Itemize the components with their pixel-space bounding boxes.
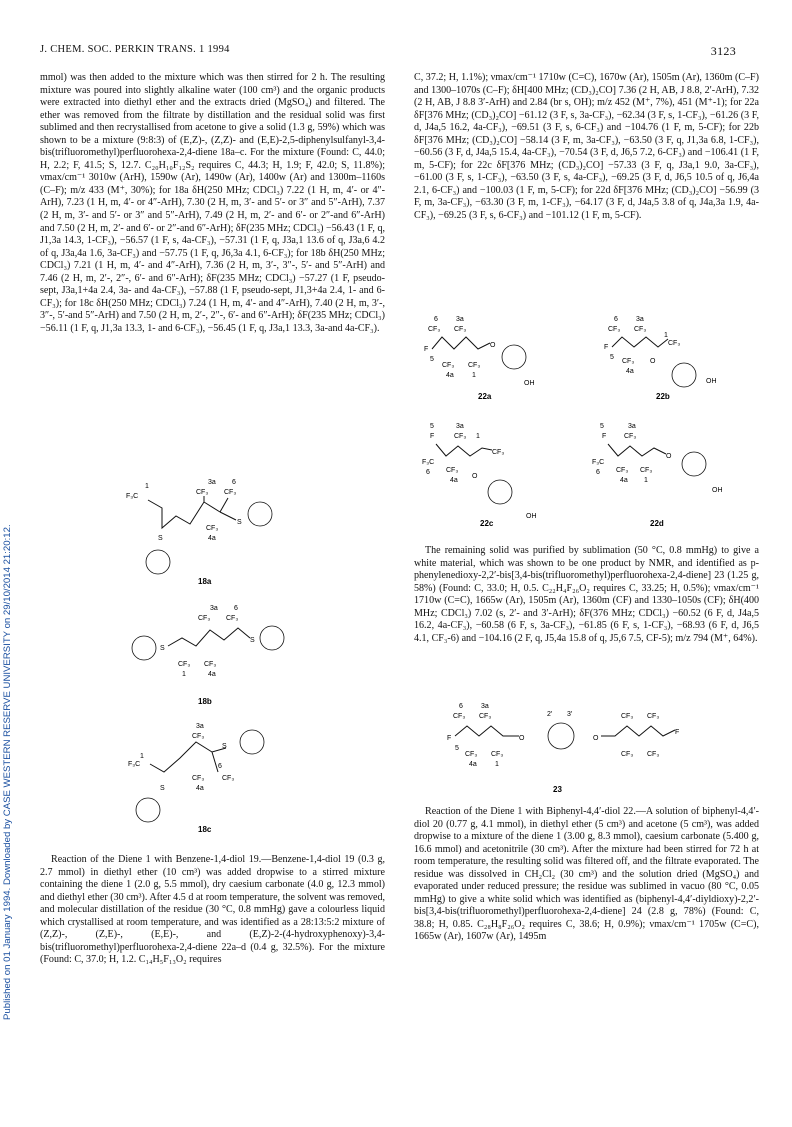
cf3-label: CF₃ (454, 326, 467, 333)
cf3-label: CF₃ (198, 615, 211, 622)
locant: 1 (644, 477, 648, 484)
experimental-paragraph: Reaction of the Diene 1 with Benzene-1,4-diol 19.—Benzene-1,4-diol 19 (0.3 g, 2.7 mmol) in diethyl ether (10 cm³) was added dropwise to a stirred mixture containing the diene 1 (2.0 g, 5.5 mmol), dry caesium carbonate (4.0 g, 12.3 mmol) and diethyl ether (30 cm³). After 4.5 d at room temperature, the solvent was removed, and molecular distillation of the residue (30 °C, 0.8 mmHg) gave a colourless liquid which crystallised at room temperature, and was identified as a 28:13:5:2 mixture of (Z,Z)-, (Z,E)-, (E,E)-, and (E,Z)-2-(4-hydroxyphenoxy)-3,4-bis(trifluoromethyl)perfluorohexa-2,4-diene 22a–d (0.4 g, 32.5%). For the mixture (Found: C, 37.0; H, 1.2. C₁₄H₅F₁₃O₂ requires (40, 854, 385, 966)
locant: 5 (430, 423, 434, 430)
bond (220, 498, 228, 512)
phenyl-ring (488, 480, 512, 504)
locant: 6 (426, 469, 430, 476)
locant: 6 (614, 316, 618, 323)
diene-chain (432, 337, 490, 349)
diene-chain (148, 500, 220, 528)
diene-chain (612, 337, 668, 347)
compound-label: 18a (198, 577, 212, 586)
locant: 4a (626, 368, 634, 375)
oxygen-label: O (519, 735, 525, 742)
locant: 6 (232, 479, 236, 486)
cf3-label: CF₃ (454, 433, 467, 440)
cf3-label: CF₃ (428, 326, 441, 333)
experimental-paragraph: mmol) was then added to the mixture which was then stirred for 2 h. The resulting mixture was poured into slightly alkaline water (100 cm³) and the organic products were extracted into diethyl ether and the extracts dried (MgSO₄) and filtered. The ether was removed from the filtrate by distillation and the residual solid was first sublimed and then recrystallised from acetone to give a solid (1.3 g, 59%) which was shown to be a mixture (9:8:3) of (E,Z)-, (Z,Z)- and (E,E)-2,5-diphenylsulfanyl-3,4-bis(trifluoromethyl)perfluorohexa-2,4-diene 18a–c. For the mixture (Found: C, 44.0; H, 2.2; F, 41.5; S, 12.7. C₂₀H₁₀F₁₂S₂ requires C, 44.3; H, 1.9; F, 42.0; S, 11.8%); νmax/cm⁻¹ 3010w (ArH), 1590w (Ar), 1490w (Ar), 1400w (Ar) and 1300m–1160s (C–F); m/z 433 (M⁺, 30%); for 18a δH(250 MHz; CDCl₃) 7.22 (1 H, m, 4′- or 4″-ArH), 7.23 (1 H, m, 4′- or 4″-ArH), 7.30 (2 H, m, 3′- and 5′- or 3″ and 5″-ArH), 7.37 (2 H, m, 3′- and 5′- or 3″ and 5″-ArH), 7.49 (2 H, m, 2′- and 6′- or 2″-and 6″-ArH) and 7.50 (2 H, m, 2′- and 6′- or 2″-and 6″-ArH); δF(235 MHz; CDCl₃) −56.43 (1 F, q, J1,3a 14.3, 1-CF₃), −56.57 (1 F, s, 4a-CF₃), −57.31 (1 F, q, J3a,1 13.6 of q, J3a,6 4.2 of q, J3a,4a 1.6, 3a-CF₃) and −57.75 (1 F, q, J6,3a 4.1, 6-CF₃); for 18b δH(250 MHz; CDCl₃) 7.21 (1 H, m, 4′- and 4″-ArH), 7.36 (2 H, m, 3′-, 3″-, 5′- and 5″-ArH) and 7.46 (2 H, m, 2′-, 2″-, 6′- and 6″-ArH); δF(235 MHz; CDCl₃) −57.27 (1 F, pseudo-sept, J3a,1+4a 2.4, 3a- and 4a-CF₃), −57.88 (1 F, pseudo-sept, J1,3+4a 2.4, 1- and 6-CF₃); for 18c δH(250 MHz; CDCl₃) 7.24 (1 H, m, 4′- and 4″-ArH), 7.40 (2 H, m, 3′-, 3″-, 5′-and 5″-ArH) and 7.50 (2 H, m, 2′-, 2″-, 6′- and 6″-ArH); δF(235 MHz; CDCl₃) −56.11 (1 F, q, J1,3a 13.3, 1- and 6-CF₃), −56.45 (1 F, q, J3a,1 13.3, 3a-and 4a-CF₃). (40, 72, 385, 334)
structure-22d (590, 420, 760, 530)
locant: 3a (481, 703, 489, 710)
cf3-label: CF₃ (621, 713, 634, 720)
diene-chain (168, 628, 250, 646)
right-column-top (414, 72, 759, 223)
page-number: 3123 (710, 44, 736, 58)
locant: 4a (196, 785, 204, 792)
phenyl-ring (502, 345, 526, 369)
locant: 4a (469, 761, 477, 768)
locant: 5 (455, 745, 459, 752)
phenyl-ring (240, 730, 264, 754)
bond (220, 512, 236, 520)
locant: 1 (664, 332, 668, 339)
structure-23 (445, 700, 745, 798)
compound-label: 22b (656, 392, 670, 401)
compound-label: 22a (478, 392, 492, 401)
sulfur-label: S (237, 519, 242, 526)
running-header: J. CHEM. SOC. PERKIN TRANS. 1 1994 (40, 44, 230, 55)
cf3-label: CF₃ (468, 362, 481, 369)
hydroxyl-label: OH (526, 513, 537, 520)
compound-label: 18c (198, 825, 212, 834)
structure-22a (420, 313, 560, 405)
fluorine-label: F (675, 729, 680, 736)
right-column-bottom (414, 806, 759, 944)
cf3-label: CF₃ (491, 751, 504, 758)
locant: 3a (196, 723, 204, 730)
compound-label: 22d (650, 519, 664, 528)
cf3-label: CF₃ (192, 775, 205, 782)
diene-chain (608, 444, 666, 456)
diene-chain (436, 444, 492, 456)
experimental-paragraph: Reaction of the Diene 1 with Biphenyl-4,4′-diol 22.—A solution of biphenyl-4,4′-diol 20 (0.77 g, 4.1 mmol), in diethyl ether (5 cm³) and acetone (5 cm³), was added dropwise to a mixture of the diene 1 (3.00 g, 8.3 mmol), caesium carbonate (5.400 g, 16.6 mmol) and acetonitrile (30 cm³). After the mixture had been stirred for 72 h at room temperature, the resulting solid was filtered off, and the filtrate evaporated. The residue was dissolved in CH₂Cl₂ (30 cm³) and the solution dried (MgSO₄) and evaporated under reduced pressure; the residue was sublimed in vacuo (80 °C, 0.05 mmHg) to give a white solid which was identified as (biphenyl-4,4′-diyldioxy)-2,2′-bis[3,4-bis(trifluoromethyl)perfluorohexa-2,4-diene] 24 (2.8 g, 78%) (Found: C, 38.8; H, 0.85. C₂₈H₈F₂₆O₂ requires C, 38.6; H, 0.9%); νmax/cm⁻¹ 1705w (C=C), 1665w (Ar), 1607w (Ar), 1495m (414, 806, 759, 943)
phenyl-ring (260, 626, 284, 650)
locant: 5 (430, 356, 434, 363)
cf3-label: CF₃ (446, 467, 459, 474)
compound-label: 18b (198, 697, 212, 706)
diene-chain (455, 726, 519, 736)
hydroxyl-label: OH (524, 380, 535, 387)
phenyl-ring (132, 636, 156, 660)
cf3-label: CF₃ (647, 713, 660, 720)
fluorine-label: F (604, 344, 609, 351)
cf3-label: CF₃ (647, 751, 660, 758)
locant: 1 (472, 372, 476, 379)
fluorine-label: F (602, 433, 607, 440)
cf3-label: CF₃ (634, 326, 647, 333)
left-column-bottom (40, 854, 385, 967)
fluorine-label: F (447, 735, 452, 742)
oxygen-label: O (472, 473, 478, 480)
structure-22c (420, 420, 580, 530)
locant: 4a (450, 477, 458, 484)
sulfur-label: S (160, 785, 165, 792)
cf3-label: CF₃ (192, 733, 205, 740)
cf3-label: F₃C (422, 459, 435, 466)
locant: 3a (628, 423, 636, 430)
locant: 3a (210, 605, 218, 612)
locant: 3′ (567, 711, 573, 718)
cf3-label: CF₃ (453, 713, 466, 720)
structure-22b (600, 313, 760, 405)
diene-chain (601, 726, 675, 736)
locant: 5 (600, 423, 604, 430)
locant: 4a (208, 535, 216, 542)
cf3-label: CF₃ (479, 713, 492, 720)
cf3-label: CF₃ (668, 340, 681, 347)
fluorine-label: F (424, 346, 429, 353)
sulfur-label: S (222, 743, 227, 750)
locant: 6 (218, 763, 222, 770)
sulfur-label: S (250, 637, 255, 644)
oxygen-label: O (666, 453, 672, 460)
cf3-label: CF₃ (204, 661, 217, 668)
hydroxyl-label: OH (712, 487, 723, 494)
cf3-label: CF₃ (622, 358, 635, 365)
locant: 4a (446, 372, 454, 379)
fluorine-label: F (430, 433, 435, 440)
cf3-label: CF₃ (178, 661, 191, 668)
locant: 4a (620, 477, 628, 484)
cf3-label: CF₃ (222, 775, 235, 782)
cf3-label: CF₃ (465, 751, 478, 758)
left-column-top (40, 72, 385, 335)
locant: 3a (208, 479, 216, 486)
cf3-label: CF₃ (608, 326, 621, 333)
cf3-label: CF₃ (492, 449, 505, 456)
compound-label: 22c (480, 519, 494, 528)
phenyl-ring (248, 502, 272, 526)
download-notice[interactable]: Published on 01 January 1994. Downloaded by CASE WESTERN RESERVE UNIVERSITY on 29/10/2014 21:20:12. (2, 524, 13, 1020)
oxygen-label: O (593, 735, 599, 742)
cf3-label: CF₃ (206, 525, 219, 532)
locant: 3a (456, 316, 464, 323)
oxygen-label: O (490, 342, 496, 349)
locant: 1 (495, 761, 499, 768)
cf3-label: CF₃ (442, 362, 455, 369)
experimental-paragraph: The remaining solid was purified by sublimation (50 °C, 0.8 mmHg) to give a white material, which was shown to be one product by NMR, and identified as p-phenylenedioxy-2,2′-bis[3,4-bis(trifluoromethyl)perfluorohexa-2,4-diene] 23 (1.25 g, 58%) (Found: C, 33.0; H, 0.5. C₂₂H₄F₂₆O₂ requires C, 33.25; H, 0.5%); νmax/cm⁻¹ 1710w (C=C), 1665w (Ar), 1505m (Ar), 1360m (CF) and 1330–1050s (CF); δH(400 MHz; CDCl₃) 7.02 (s, 2′- and 3′-ArH); δF(376 MHz; CDCl₃) −60.52 (6 F, d, J4a,5 16.2, 4a-CF₃), −60.58 (6 F, s, 3a-CF₃), −61.85 (6 F, s, 1-CF₃), −68.93 (6 F, d, J6,5 4.1, CF₃-6) and −104.16 (2 F, q, J5,4a 15.8 of q, J5,6 7.5, CF-5); m/z 794 (M⁺, 64%). (414, 545, 759, 644)
diene-chain (150, 742, 226, 772)
phenyl-ring (136, 798, 160, 822)
sulfur-label: S (160, 645, 165, 652)
oxygen-label: O (650, 358, 656, 365)
cf3-label: CF₃ (196, 489, 209, 496)
right-column-middle (414, 545, 759, 645)
experimental-paragraph: C, 37.2; H, 1.1%); νmax/cm⁻¹ 1710w (C=C), 1670w (Ar), 1505m (Ar), 1360m (C–F) and 1300–1070s (C–F); δH[400 MHz; (CD₃)₂CO] 7.36 (2 H, AB, J 8.8, 2′-ArH), 7.32 (2 H, AB, J 8.8 3′-ArH) and 2.84 (br s, OH); m/z 452 (M⁺, 7%), 451 (M⁺-1); for 22a δF[376 MHz; (CD₃)₂CO] −61.12 (3 F, s, 3a-CF₃), −62.34 (3 F, s, 1-CF₃), −61.26 (3 F, d, J4a,5 16.2, 4a-CF₃), −69.51 (3 F, s, 6-CF₃) and −104.76 (1 F, m, 5-CF); for 22b δF[376 MHz; (CD₃)₂CO] −58.14 (3 F, m, 3a-CF₃), −63.50 (3 F, q, J1,3a 6.8, 1-CF₃), −60.56 (3 F, d, J4a,5 15.4, 4a-CF₃), −70.54 (3 F, d, J6,5 7.2, 6-CF₃) and −106.41 (1 F, m, 5-CF); for 22c δF[376 MHz; (CD₃)₂CO] −57.33 (3 F, q, J3a,1 9.0, 3a-CF₃), −61.00 (3 F, s, 1-CF₃), −63.50 (3 F, s, 4a-CF₃), −69.25 (3 F, d, J6,5 10.5 of q, J6,4a 2.1, 6-CF₃) and −100.03 (1 F, m, 5-CF); for 22d δF[376 MHz; (CD₃)₂CO] −56.99 (3 F, m, 3a-CF₃), −63.30 (3 F, m, 1-CF₃), −64.17 (3 F, d, J4a,5 3.8 of q, J4a,3a 1.9, 4a-CF₃), −69.25 (3 F, s, 6-CF₃) and −101.12 (1 F, m, 5-CF). (414, 72, 759, 222)
structure-18c (100, 718, 300, 838)
cf3-label: F₃C (592, 459, 605, 466)
hydroxyl-label: OH (706, 378, 717, 385)
cf3-label: CF₃ (616, 467, 629, 474)
sulfur-label: S (158, 535, 163, 542)
locant: 4a (208, 671, 216, 678)
phenyl-ring (672, 363, 696, 387)
locant: 5 (610, 354, 614, 361)
structure-18b (100, 600, 300, 712)
cf3-label: F₃C (128, 761, 141, 768)
locant: 6 (434, 316, 438, 323)
locant: 3a (636, 316, 644, 323)
cf3-label: CF₃ (640, 467, 653, 474)
locant: 1 (182, 671, 186, 678)
cf3-label: CF₃ (226, 615, 239, 622)
cf3-label: CF₃ (621, 751, 634, 758)
locant: 1 (476, 433, 480, 440)
structure-18a (100, 478, 300, 590)
phenylene-ring (548, 723, 574, 749)
cf3-label: F₃C (126, 493, 139, 500)
phenyl-ring (682, 452, 706, 476)
locant: 6 (596, 469, 600, 476)
cf3-label: CF₃ (624, 433, 637, 440)
cf3-label: CF₃ (224, 489, 237, 496)
locant: 6 (234, 605, 238, 612)
locant: 3a (456, 423, 464, 430)
locant: 6 (459, 703, 463, 710)
phenyl-ring (146, 550, 170, 574)
locant: 1 (140, 753, 144, 760)
locant: 2′ (547, 711, 553, 718)
compound-label: 23 (553, 785, 562, 794)
locant: 1 (145, 483, 149, 490)
